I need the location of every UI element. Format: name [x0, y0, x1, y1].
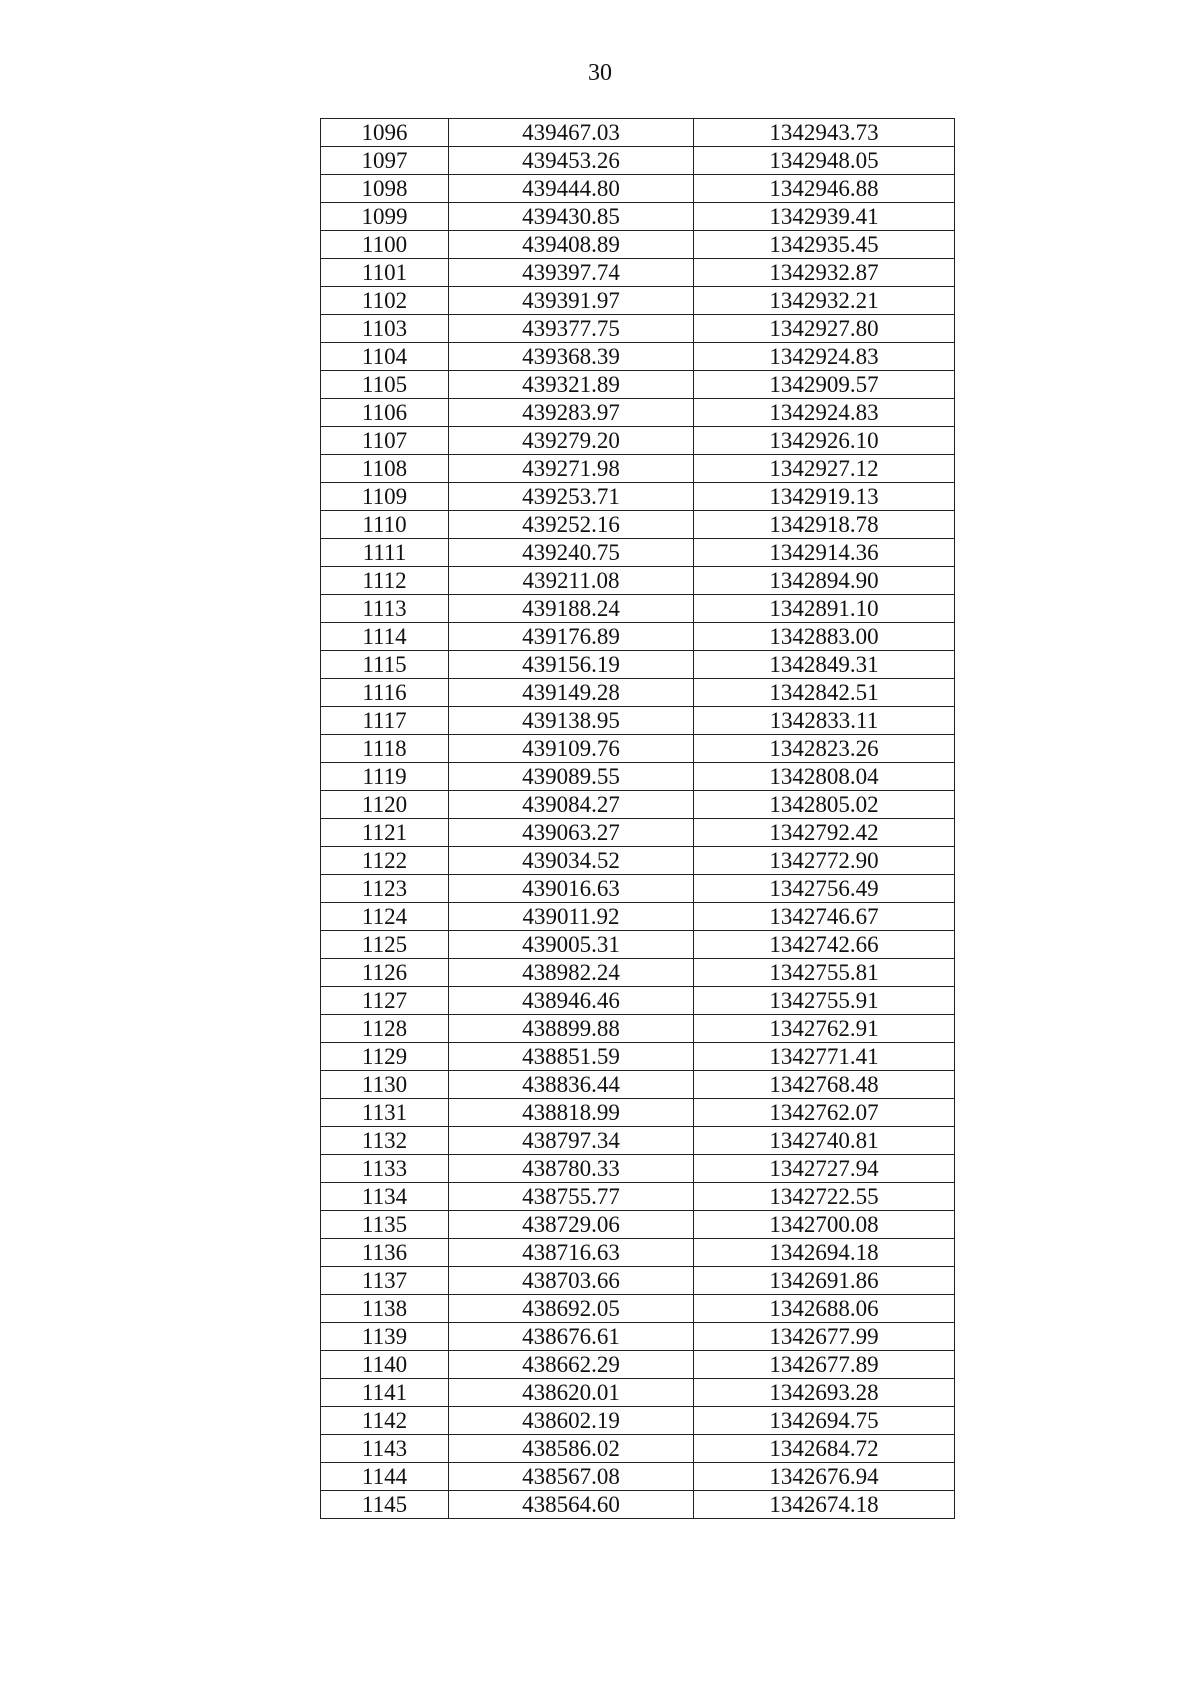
point-number-cell: 1115	[321, 651, 449, 679]
y-coordinate-cell: 1342772.90	[694, 847, 955, 875]
y-coordinate-cell: 1342894.90	[694, 567, 955, 595]
y-coordinate-cell: 1342842.51	[694, 679, 955, 707]
point-number-cell: 1145	[321, 1491, 449, 1519]
point-number-cell: 1118	[321, 735, 449, 763]
point-number-cell: 1126	[321, 959, 449, 987]
y-coordinate-cell: 1342833.11	[694, 707, 955, 735]
table-row	[321, 1211, 955, 1239]
x-coordinate-cell: 438946.46	[449, 987, 694, 1015]
x-coordinate-cell: 438797.34	[449, 1127, 694, 1155]
x-coordinate-cell: 439084.27	[449, 791, 694, 819]
x-coordinate-cell: 438602.19	[449, 1407, 694, 1435]
point-number-cell: 1119	[321, 763, 449, 791]
point-number-cell: 1130	[321, 1071, 449, 1099]
x-coordinate-cell: 438692.05	[449, 1295, 694, 1323]
table-row	[321, 1267, 955, 1295]
point-number-cell: 1122	[321, 847, 449, 875]
x-coordinate-cell: 438676.61	[449, 1323, 694, 1351]
y-coordinate-cell: 1342676.94	[694, 1463, 955, 1491]
table-row	[321, 343, 955, 371]
x-coordinate-cell: 439467.03	[449, 119, 694, 147]
x-coordinate-cell: 439011.92	[449, 903, 694, 931]
x-coordinate-cell: 438586.02	[449, 1435, 694, 1463]
y-coordinate-cell: 1342762.07	[694, 1099, 955, 1127]
y-coordinate-cell: 1342935.45	[694, 231, 955, 259]
table-row	[321, 651, 955, 679]
table-row	[321, 987, 955, 1015]
point-number-cell: 1105	[321, 371, 449, 399]
x-coordinate-cell: 439453.26	[449, 147, 694, 175]
x-coordinate-cell: 439283.97	[449, 399, 694, 427]
table-row	[321, 287, 955, 315]
x-coordinate-cell: 439408.89	[449, 231, 694, 259]
table-row	[321, 539, 955, 567]
y-coordinate-cell: 1342805.02	[694, 791, 955, 819]
y-coordinate-cell: 1342919.13	[694, 483, 955, 511]
table-row	[321, 595, 955, 623]
point-number-cell: 1111	[321, 539, 449, 567]
x-coordinate-cell: 438851.59	[449, 1043, 694, 1071]
y-coordinate-cell: 1342883.00	[694, 623, 955, 651]
x-coordinate-cell: 439252.16	[449, 511, 694, 539]
point-number-cell: 1100	[321, 231, 449, 259]
point-number-cell: 1101	[321, 259, 449, 287]
table-row	[321, 1099, 955, 1127]
x-coordinate-cell: 438780.33	[449, 1155, 694, 1183]
x-coordinate-cell: 439005.31	[449, 931, 694, 959]
y-coordinate-cell: 1342914.36	[694, 539, 955, 567]
x-coordinate-cell: 439188.24	[449, 595, 694, 623]
x-coordinate-cell: 439211.08	[449, 567, 694, 595]
y-coordinate-cell: 1342808.04	[694, 763, 955, 791]
x-coordinate-cell: 439149.28	[449, 679, 694, 707]
table-row	[321, 203, 955, 231]
table-row	[321, 679, 955, 707]
table-row	[321, 875, 955, 903]
table-row	[321, 903, 955, 931]
table-row	[321, 1043, 955, 1071]
table-row	[321, 567, 955, 595]
table-row	[321, 1491, 955, 1519]
point-number-cell: 1102	[321, 287, 449, 315]
table-row	[321, 707, 955, 735]
table-row	[321, 1379, 955, 1407]
x-coordinate-cell: 439430.85	[449, 203, 694, 231]
y-coordinate-cell: 1342677.89	[694, 1351, 955, 1379]
point-number-cell: 1099	[321, 203, 449, 231]
point-number-cell: 1114	[321, 623, 449, 651]
y-coordinate-cell: 1342849.31	[694, 651, 955, 679]
table-row	[321, 1351, 955, 1379]
point-number-cell: 1140	[321, 1351, 449, 1379]
x-coordinate-cell: 439138.95	[449, 707, 694, 735]
y-coordinate-cell: 1342909.57	[694, 371, 955, 399]
table-row	[321, 1407, 955, 1435]
point-number-cell: 1127	[321, 987, 449, 1015]
x-coordinate-cell: 439271.98	[449, 455, 694, 483]
y-coordinate-cell: 1342762.91	[694, 1015, 955, 1043]
y-coordinate-cell: 1342946.88	[694, 175, 955, 203]
y-coordinate-cell: 1342722.55	[694, 1183, 955, 1211]
point-number-cell: 1098	[321, 175, 449, 203]
point-number-cell: 1120	[321, 791, 449, 819]
point-number-cell: 1116	[321, 679, 449, 707]
y-coordinate-cell: 1342927.80	[694, 315, 955, 343]
point-number-cell: 1097	[321, 147, 449, 175]
point-number-cell: 1144	[321, 1463, 449, 1491]
table-row	[321, 1155, 955, 1183]
x-coordinate-cell: 439034.52	[449, 847, 694, 875]
x-coordinate-cell: 438564.60	[449, 1491, 694, 1519]
table-row	[321, 1015, 955, 1043]
x-coordinate-cell: 439321.89	[449, 371, 694, 399]
x-coordinate-cell: 438567.08	[449, 1463, 694, 1491]
table-row	[321, 427, 955, 455]
point-number-cell: 1123	[321, 875, 449, 903]
point-number-cell: 1108	[321, 455, 449, 483]
y-coordinate-cell: 1342943.73	[694, 119, 955, 147]
point-number-cell: 1141	[321, 1379, 449, 1407]
x-coordinate-cell: 438836.44	[449, 1071, 694, 1099]
point-number-cell: 1096	[321, 119, 449, 147]
y-coordinate-cell: 1342792.42	[694, 819, 955, 847]
y-coordinate-cell: 1342727.94	[694, 1155, 955, 1183]
y-coordinate-cell: 1342927.12	[694, 455, 955, 483]
point-number-cell: 1131	[321, 1099, 449, 1127]
y-coordinate-cell: 1342755.91	[694, 987, 955, 1015]
point-number-cell: 1138	[321, 1295, 449, 1323]
y-coordinate-cell: 1342740.81	[694, 1127, 955, 1155]
y-coordinate-cell: 1342891.10	[694, 595, 955, 623]
y-coordinate-cell: 1342694.75	[694, 1407, 955, 1435]
x-coordinate-cell: 438620.01	[449, 1379, 694, 1407]
y-coordinate-cell: 1342674.18	[694, 1491, 955, 1519]
table-row	[321, 959, 955, 987]
table-row	[321, 1435, 955, 1463]
x-coordinate-cell: 439016.63	[449, 875, 694, 903]
y-coordinate-cell: 1342823.26	[694, 735, 955, 763]
y-coordinate-cell: 1342918.78	[694, 511, 955, 539]
point-number-cell: 1135	[321, 1211, 449, 1239]
x-coordinate-cell: 439391.97	[449, 287, 694, 315]
y-coordinate-cell: 1342932.87	[694, 259, 955, 287]
x-coordinate-cell: 439279.20	[449, 427, 694, 455]
x-coordinate-cell: 438662.29	[449, 1351, 694, 1379]
x-coordinate-cell: 438818.99	[449, 1099, 694, 1127]
table-row	[321, 1463, 955, 1491]
table-row	[321, 147, 955, 175]
point-number-cell: 1132	[321, 1127, 449, 1155]
table-row	[321, 399, 955, 427]
table-row	[321, 315, 955, 343]
table-row	[321, 1183, 955, 1211]
point-number-cell: 1107	[321, 427, 449, 455]
x-coordinate-cell: 439377.75	[449, 315, 694, 343]
table-row	[321, 175, 955, 203]
point-number-cell: 1103	[321, 315, 449, 343]
point-number-cell: 1109	[321, 483, 449, 511]
y-coordinate-cell: 1342926.10	[694, 427, 955, 455]
point-number-cell: 1113	[321, 595, 449, 623]
point-number-cell: 1137	[321, 1267, 449, 1295]
point-number-cell: 1128	[321, 1015, 449, 1043]
x-coordinate-cell: 439368.39	[449, 343, 694, 371]
y-coordinate-cell: 1342932.21	[694, 287, 955, 315]
point-number-cell: 1106	[321, 399, 449, 427]
y-coordinate-cell: 1342684.72	[694, 1435, 955, 1463]
point-number-cell: 1104	[321, 343, 449, 371]
x-coordinate-cell: 439176.89	[449, 623, 694, 651]
table-row	[321, 483, 955, 511]
table-row	[321, 791, 955, 819]
page-number: 30	[588, 60, 612, 86]
point-number-cell: 1142	[321, 1407, 449, 1435]
table-row	[321, 623, 955, 651]
y-coordinate-cell: 1342939.41	[694, 203, 955, 231]
table-row	[321, 847, 955, 875]
x-coordinate-cell: 439156.19	[449, 651, 694, 679]
y-coordinate-cell: 1342746.67	[694, 903, 955, 931]
y-coordinate-cell: 1342694.18	[694, 1239, 955, 1267]
point-number-cell: 1143	[321, 1435, 449, 1463]
point-number-cell: 1124	[321, 903, 449, 931]
y-coordinate-cell: 1342756.49	[694, 875, 955, 903]
x-coordinate-cell: 438716.63	[449, 1239, 694, 1267]
table-row	[321, 231, 955, 259]
y-coordinate-cell: 1342768.48	[694, 1071, 955, 1099]
table-row	[321, 455, 955, 483]
x-coordinate-cell: 438755.77	[449, 1183, 694, 1211]
table-row	[321, 119, 955, 147]
y-coordinate-cell: 1342771.41	[694, 1043, 955, 1071]
x-coordinate-cell: 439063.27	[449, 819, 694, 847]
point-number-cell: 1110	[321, 511, 449, 539]
y-coordinate-cell: 1342688.06	[694, 1295, 955, 1323]
point-number-cell: 1117	[321, 707, 449, 735]
table-row	[321, 763, 955, 791]
table-row	[321, 735, 955, 763]
y-coordinate-cell: 1342693.28	[694, 1379, 955, 1407]
x-coordinate-cell: 438729.06	[449, 1211, 694, 1239]
point-number-cell: 1133	[321, 1155, 449, 1183]
coordinates-table	[320, 118, 955, 1519]
y-coordinate-cell: 1342924.83	[694, 399, 955, 427]
y-coordinate-cell: 1342948.05	[694, 147, 955, 175]
y-coordinate-cell: 1342742.66	[694, 931, 955, 959]
y-coordinate-cell: 1342700.08	[694, 1211, 955, 1239]
table-row	[321, 931, 955, 959]
y-coordinate-cell: 1342924.83	[694, 343, 955, 371]
point-number-cell: 1129	[321, 1043, 449, 1071]
x-coordinate-cell: 439253.71	[449, 483, 694, 511]
point-number-cell: 1139	[321, 1323, 449, 1351]
x-coordinate-cell: 439089.55	[449, 763, 694, 791]
x-coordinate-cell: 438703.66	[449, 1267, 694, 1295]
table-row	[321, 1295, 955, 1323]
x-coordinate-cell: 439240.75	[449, 539, 694, 567]
y-coordinate-cell: 1342755.81	[694, 959, 955, 987]
y-coordinate-cell: 1342677.99	[694, 1323, 955, 1351]
table-row	[321, 259, 955, 287]
table-row	[321, 1239, 955, 1267]
table-row	[321, 819, 955, 847]
table-row	[321, 371, 955, 399]
coordinates-table-body	[321, 119, 955, 1519]
point-number-cell: 1121	[321, 819, 449, 847]
point-number-cell: 1125	[321, 931, 449, 959]
point-number-cell: 1136	[321, 1239, 449, 1267]
point-number-cell: 1112	[321, 567, 449, 595]
y-coordinate-cell: 1342691.86	[694, 1267, 955, 1295]
table-row	[321, 511, 955, 539]
x-coordinate-cell: 439397.74	[449, 259, 694, 287]
table-row	[321, 1323, 955, 1351]
table-row	[321, 1127, 955, 1155]
x-coordinate-cell: 438982.24	[449, 959, 694, 987]
point-number-cell: 1134	[321, 1183, 449, 1211]
x-coordinate-cell: 438899.88	[449, 1015, 694, 1043]
x-coordinate-cell: 439444.80	[449, 175, 694, 203]
table-row	[321, 1071, 955, 1099]
x-coordinate-cell: 439109.76	[449, 735, 694, 763]
